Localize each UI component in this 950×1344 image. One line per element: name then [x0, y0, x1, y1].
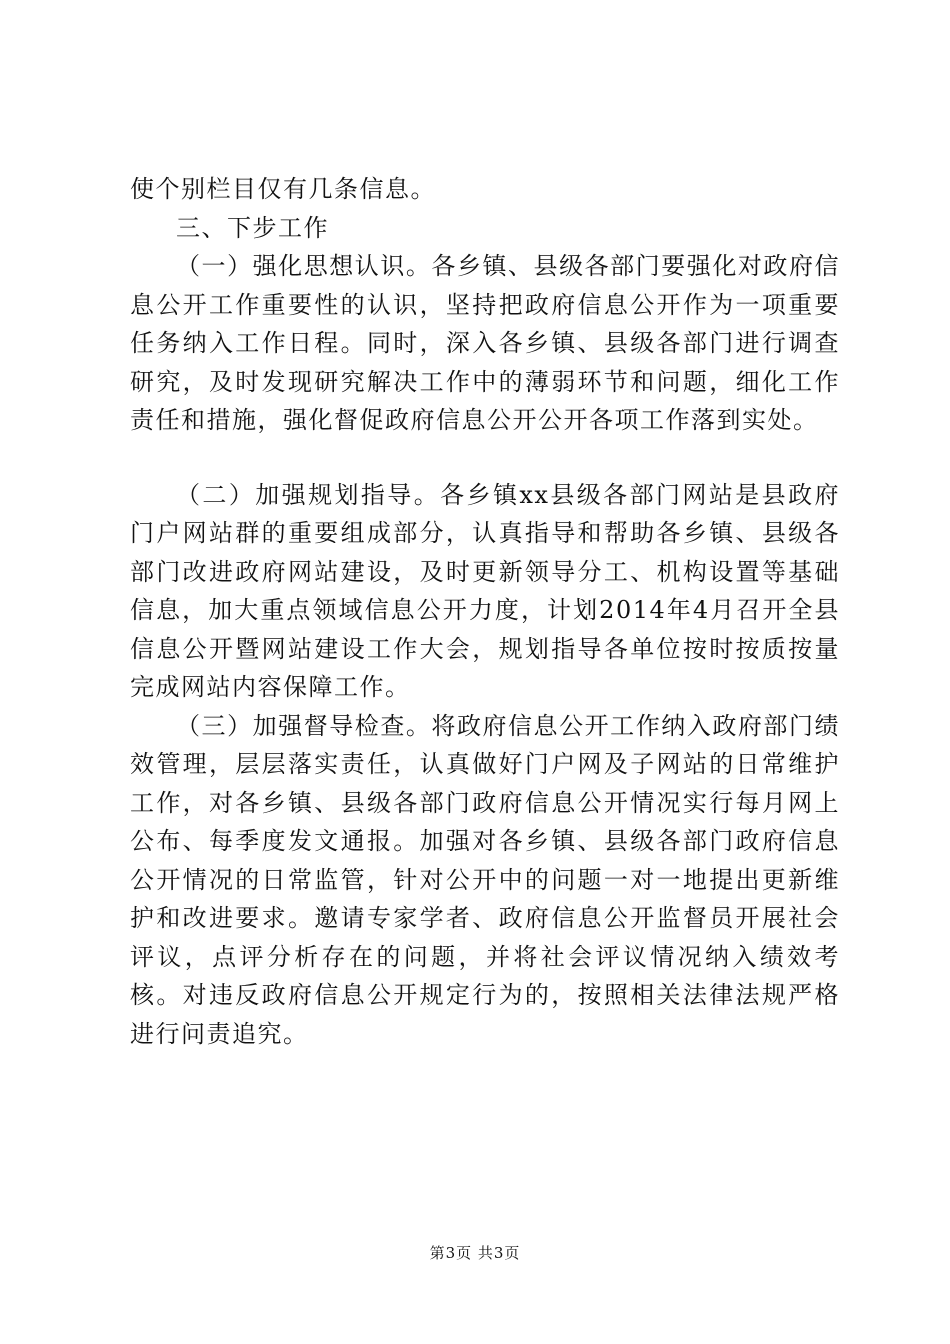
paragraph-continuation: 使个别栏目仅有几条信息。 [130, 175, 436, 203]
section-heading: 三、下步工作 [176, 213, 329, 242]
paragraph-item-1: （一）强化思想认识。各乡镇、县级各部门要强化对政府信息公开工作重要性的认识，坚持把政府信息公开作为一项重要任务纳入工作日程。同时，深入各乡镇、县级各部门进行调查研究，及时发现研究解决工作中的薄弱环节和问题，细化工作责任和措施，强化督促政府信息公开公开各项工作落到实处。 [130, 252, 840, 434]
paragraph-item-2: （二）加强规划指导。各乡镇xx县级各部门网站是县政府门户网站群的重要组成部分，认真指导和帮助各乡镇、县级各部门改进政府网站建设，及时更新领导分工、机构设置等基础信息，加大重点领域信息公开力度，计划2014年4月召开全县信息公开暨网站建设工作大会，规划指导各单位按时按质按量完成网站内容保障工作。 [130, 480, 840, 701]
document-body [130, 170, 840, 1053]
paragraph-item-3: （三）加强督导检查。将政府信息公开工作纳入政府部门绩效管理，层层落实责任，认真做好门户网及子网站的日常维护工作，对各乡镇、县级各部门政府信息公开情况实行每月网上公布、每季度发文通报。加强对各乡镇、县级各部门政府信息公开情况的日常监管，针对公开中的问题一对一地提出更新维护和改进要求。邀请专家学者、政府信息公开监督员开展社会评议，点评分析存在的问题，并将社会评议情况纳入绩效考核。对违反政府信息公开规定行为的，按照相关法律法规严格进行问责追究。 [130, 711, 840, 1048]
page-number-footer: 第3页 共3页 [429, 1244, 521, 1262]
